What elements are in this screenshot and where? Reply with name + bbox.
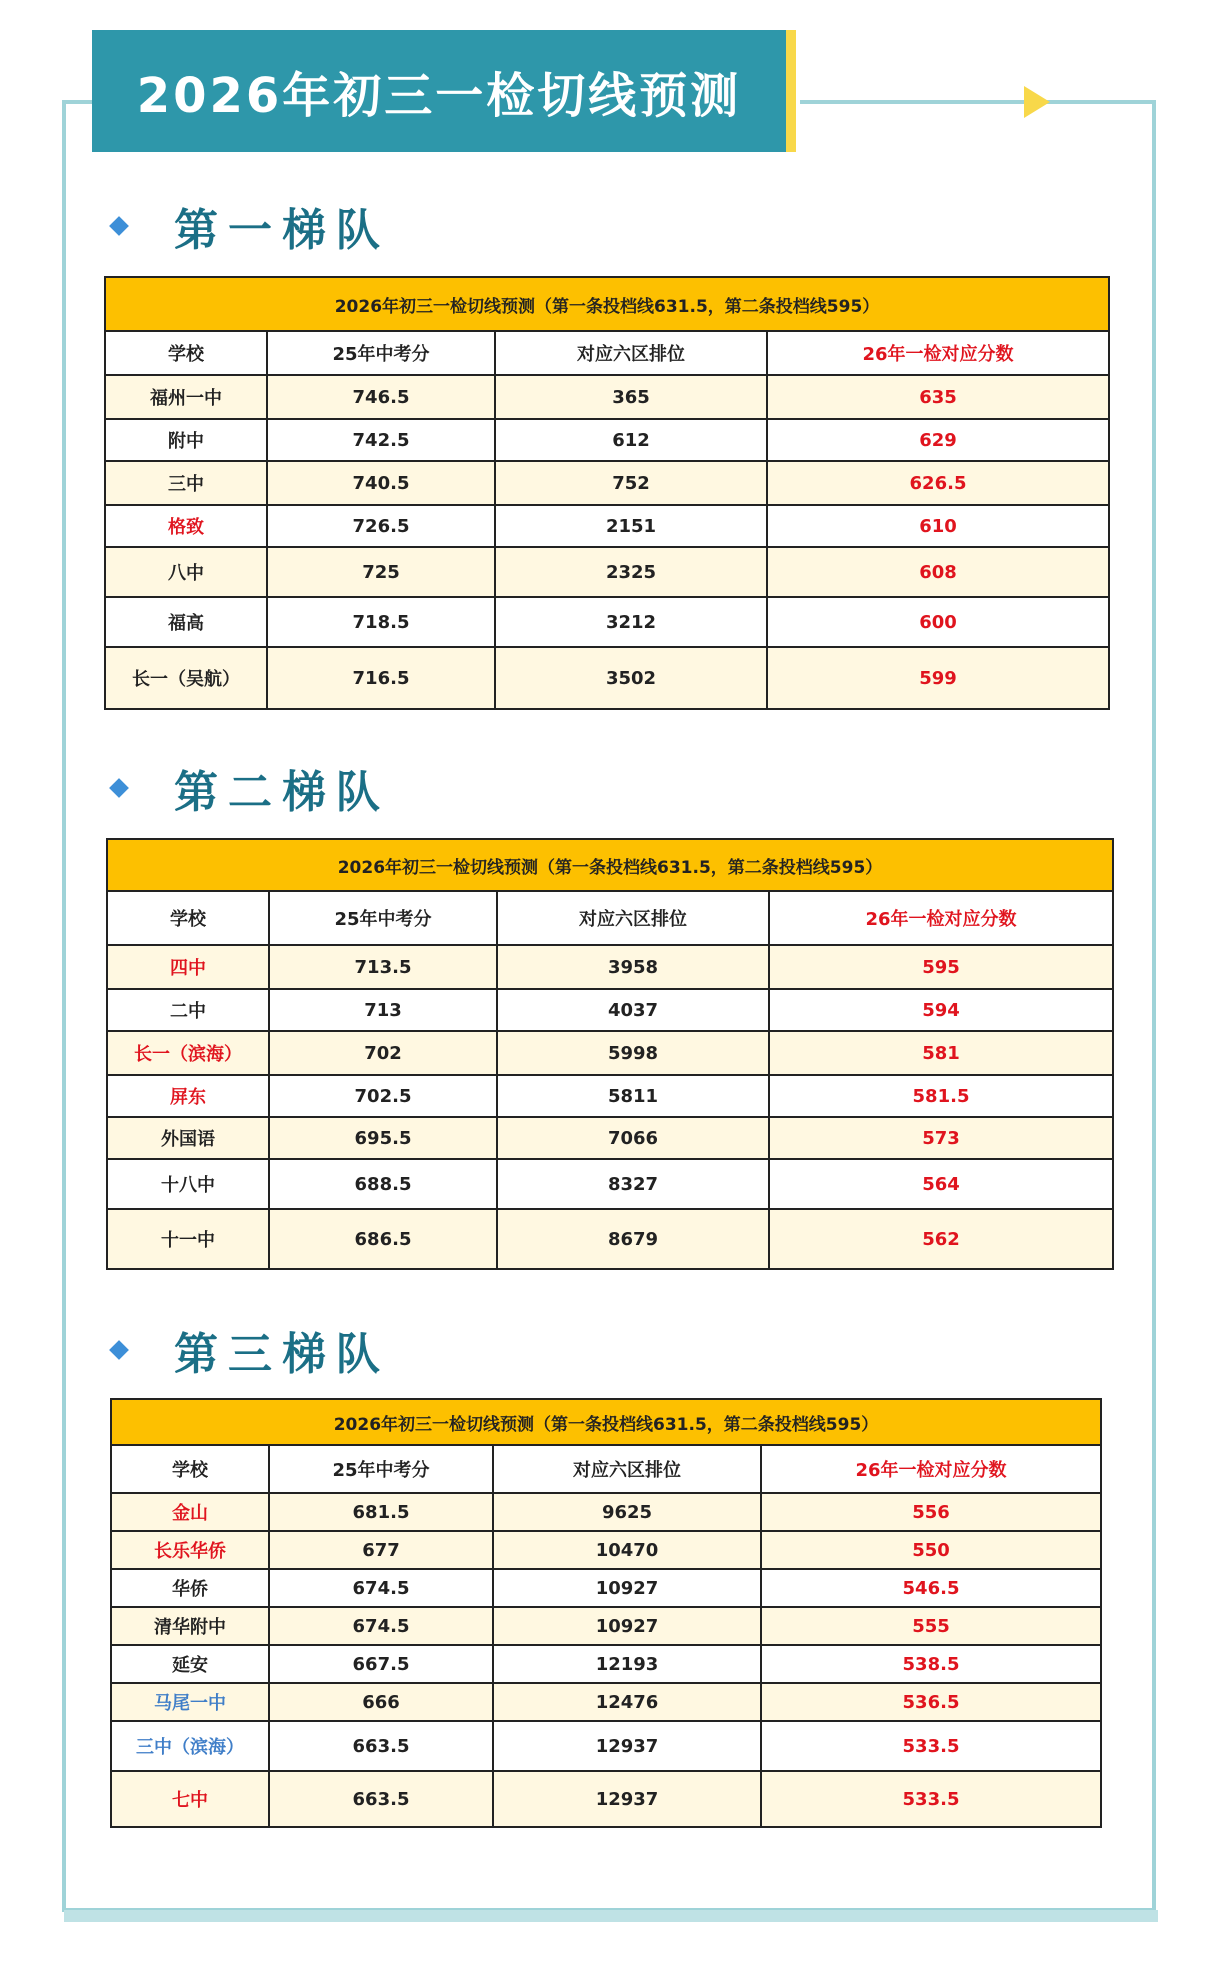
header-rank: 对应六区排位 (494, 1446, 762, 1492)
table-row (106, 648, 1108, 708)
cell-prediction: 626.5 (909, 472, 967, 494)
score-table-tier-3 (110, 1398, 1102, 1828)
cell-school: 二中 (108, 990, 270, 1030)
cell-rank: 10470 (494, 1532, 762, 1568)
cell-rank: 612 (496, 420, 768, 460)
table-row (108, 1210, 1112, 1268)
cell-score: 677 (270, 1532, 494, 1568)
table-row (112, 1684, 1100, 1722)
cell-score: 666 (270, 1684, 494, 1720)
cell-rank: 12193 (494, 1646, 762, 1682)
cell-prediction: 595 (922, 956, 960, 978)
cell-prediction: 629 (919, 429, 957, 451)
cell-score: 702.5 (270, 1076, 498, 1116)
table-row (108, 1118, 1112, 1160)
page-title: 2026年初三一检切线预测 (136, 67, 742, 124)
title-banner (92, 30, 796, 152)
cell-prediction: 564 (922, 1173, 960, 1195)
cell-prediction: 533.5 (902, 1735, 960, 1757)
table-row (108, 946, 1112, 990)
arrow-right-icon (1024, 86, 1050, 118)
header-rank: 对应六区排位 (498, 892, 770, 944)
header-school: 学校 (112, 1446, 270, 1492)
table-row (106, 506, 1108, 548)
table-row (112, 1608, 1100, 1646)
cell-school: 八中 (106, 548, 268, 596)
cell-school: 金山 (112, 1494, 270, 1530)
cell-score: 725 (268, 548, 496, 596)
cell-score: 702 (270, 1032, 498, 1074)
table-header-row (112, 1446, 1100, 1494)
cell-rank: 2325 (496, 548, 768, 596)
cell-prediction: 635 (919, 386, 957, 408)
section-heading-tier-1 (112, 194, 390, 258)
table-row (112, 1772, 1100, 1826)
table-row (108, 990, 1112, 1032)
cell-school: 七中 (112, 1772, 270, 1826)
cell-school: 福高 (106, 598, 268, 646)
cell-score: 663.5 (270, 1722, 494, 1770)
table-row (106, 462, 1108, 506)
cell-rank: 5998 (498, 1032, 770, 1074)
score-table-tier-2 (106, 838, 1114, 1270)
cell-score: 713.5 (270, 946, 498, 988)
table-header-row (108, 892, 1112, 946)
table-row (112, 1722, 1100, 1772)
cell-prediction: 546.5 (902, 1577, 960, 1599)
section-heading-tier-2 (112, 756, 390, 820)
header-score: 25年中考分 (268, 332, 496, 374)
cell-rank: 7066 (498, 1118, 770, 1158)
header-rank: 对应六区排位 (496, 332, 768, 374)
header-prediction: 26年一检对应分数 (855, 1460, 1007, 1481)
cell-score: 688.5 (270, 1160, 498, 1208)
cell-score: 746.5 (268, 376, 496, 418)
cell-school: 福州一中 (106, 376, 268, 418)
diamond-bullet-icon (109, 1340, 129, 1360)
cell-rank: 365 (496, 376, 768, 418)
frame-top-line-right (800, 100, 1156, 104)
table-header-row (106, 332, 1108, 376)
cell-prediction: 600 (919, 611, 957, 633)
cell-score: 740.5 (268, 462, 496, 504)
table-row (108, 1032, 1112, 1076)
cell-school: 三中（滨海） (112, 1722, 270, 1770)
cell-rank: 10927 (494, 1608, 762, 1644)
cell-rank: 12937 (494, 1722, 762, 1770)
cell-rank: 8679 (498, 1210, 770, 1268)
cell-prediction: 610 (919, 515, 957, 537)
cell-school: 十一中 (108, 1210, 270, 1268)
cell-score: 667.5 (270, 1646, 494, 1682)
table-row (108, 1076, 1112, 1118)
cell-score: 713 (270, 990, 498, 1030)
cell-prediction: 594 (922, 999, 960, 1021)
header-prediction: 26年一检对应分数 (865, 909, 1017, 930)
cell-rank: 4037 (498, 990, 770, 1030)
table-row (108, 1160, 1112, 1210)
table-row (106, 376, 1108, 420)
cell-rank: 3502 (496, 648, 768, 708)
cell-school: 外国语 (108, 1118, 270, 1158)
cell-rank: 12476 (494, 1684, 762, 1720)
cell-prediction: 555 (912, 1615, 950, 1637)
cell-school: 马尾一中 (112, 1684, 270, 1720)
cell-score: 681.5 (270, 1494, 494, 1530)
score-table-tier-1 (104, 276, 1110, 710)
cell-school: 长一（滨海） (108, 1032, 270, 1074)
cell-rank: 12937 (494, 1772, 762, 1826)
section-title: 第二梯队 (174, 767, 390, 818)
cell-score: 674.5 (270, 1570, 494, 1606)
cell-score: 726.5 (268, 506, 496, 546)
cell-rank: 8327 (498, 1160, 770, 1208)
table-caption: 2026年初三一检切线预测（第一条投档线631.5，第二条投档线595） (112, 1400, 1100, 1446)
header-school: 学校 (108, 892, 270, 944)
cell-school: 清华附中 (112, 1608, 270, 1644)
cell-school: 屏东 (108, 1076, 270, 1116)
section-heading-tier-3 (112, 1318, 390, 1382)
cell-rank: 3958 (498, 946, 770, 988)
cell-score: 718.5 (268, 598, 496, 646)
cell-school: 四中 (108, 946, 270, 988)
cell-score: 716.5 (268, 648, 496, 708)
cell-score: 686.5 (270, 1210, 498, 1268)
cell-rank: 10927 (494, 1570, 762, 1606)
cell-prediction: 562 (922, 1228, 960, 1250)
cell-prediction: 533.5 (902, 1788, 960, 1810)
table-caption: 2026年初三一检切线预测（第一条投档线631.5，第二条投档线595） (108, 840, 1112, 892)
table-row (106, 548, 1108, 598)
cell-score: 742.5 (268, 420, 496, 460)
cell-school: 华侨 (112, 1570, 270, 1606)
header-score: 25年中考分 (270, 1446, 494, 1492)
cell-prediction: 581.5 (912, 1085, 970, 1107)
cell-rank: 9625 (494, 1494, 762, 1530)
cell-rank: 3212 (496, 598, 768, 646)
diamond-bullet-icon (109, 216, 129, 236)
cell-prediction: 573 (922, 1127, 960, 1149)
cell-school: 长一（吴航） (106, 648, 268, 708)
cell-prediction: 599 (919, 667, 957, 689)
cell-school: 十八中 (108, 1160, 270, 1208)
table-row (106, 598, 1108, 648)
cell-school: 格致 (106, 506, 268, 546)
table-row (112, 1494, 1100, 1532)
cell-rank: 752 (496, 462, 768, 504)
cell-prediction: 536.5 (902, 1691, 960, 1713)
frame-top-line-left (62, 100, 94, 104)
cell-prediction: 556 (912, 1501, 950, 1523)
cell-rank: 2151 (496, 506, 768, 546)
cell-school: 长乐华侨 (112, 1532, 270, 1568)
cell-school: 三中 (106, 462, 268, 504)
diamond-bullet-icon (109, 778, 129, 798)
header-score: 25年中考分 (270, 892, 498, 944)
cell-school: 附中 (106, 420, 268, 460)
cell-prediction: 538.5 (902, 1653, 960, 1675)
cell-prediction: 608 (919, 561, 957, 583)
section-title: 第三梯队 (174, 1329, 390, 1380)
cell-prediction: 550 (912, 1539, 950, 1561)
header-school: 学校 (106, 332, 268, 374)
cell-score: 663.5 (270, 1772, 494, 1826)
cell-score: 674.5 (270, 1608, 494, 1644)
cell-rank: 5811 (498, 1076, 770, 1116)
table-row (106, 420, 1108, 462)
cell-prediction: 581 (922, 1042, 960, 1064)
cell-school: 延安 (112, 1646, 270, 1682)
header-prediction: 26年一检对应分数 (862, 344, 1014, 365)
table-row (112, 1532, 1100, 1570)
table-row (112, 1570, 1100, 1608)
table-caption: 2026年初三一检切线预测（第一条投档线631.5，第二条投档线595） (106, 278, 1108, 332)
section-title: 第一梯队 (174, 205, 390, 256)
cell-score: 695.5 (270, 1118, 498, 1158)
frame-shadow (64, 1910, 1158, 1922)
table-row (112, 1646, 1100, 1684)
